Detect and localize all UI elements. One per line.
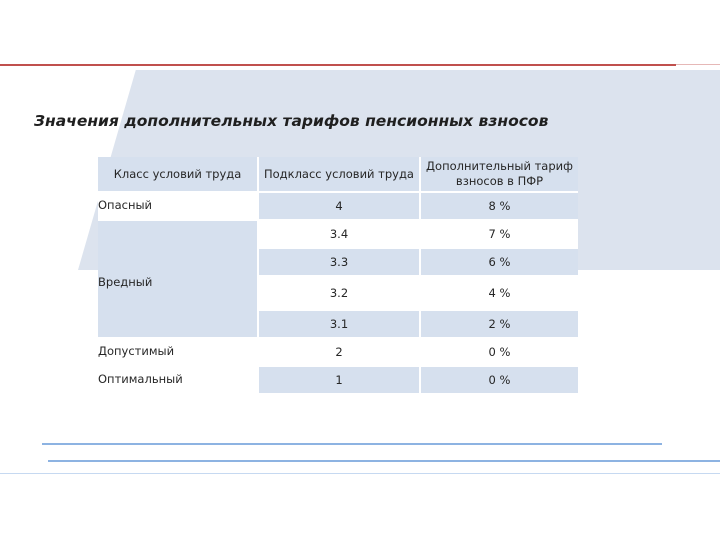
row-class: Вредный [98, 220, 258, 338]
row-subclass: 3.4 [258, 220, 420, 248]
row-rate: 6 % [420, 248, 578, 276]
row-rate: 8 % [420, 192, 578, 220]
bottom-divider-line [42, 443, 662, 445]
header-rate: Дополнительный тариф взносов в ПФР [420, 157, 578, 192]
row-class: Оптимальный [98, 366, 258, 394]
table-row [98, 338, 578, 366]
row-subclass: 3.1 [258, 310, 420, 338]
row-subclass: 4 [258, 192, 420, 220]
table-row [98, 220, 578, 248]
row-subclass: 3.2 [258, 276, 420, 310]
bottom-divider-line [0, 473, 720, 474]
top-divider-line-tail [676, 64, 720, 65]
row-subclass: 1 [258, 366, 420, 394]
tariff-table [98, 157, 578, 395]
top-divider-line [0, 64, 676, 66]
row-subclass: 2 [258, 338, 420, 366]
row-rate: 4 % [420, 276, 578, 310]
row-subclass: 3.3 [258, 248, 420, 276]
row-rate: 2 % [420, 310, 578, 338]
header-subclass: Подкласс условий труда [258, 157, 420, 192]
table-row [98, 366, 578, 394]
table-header-row [98, 157, 578, 192]
row-rate: 0 % [420, 338, 578, 366]
row-rate: 7 % [420, 220, 578, 248]
header-class: Класс условий труда [98, 157, 258, 192]
bottom-divider-line [48, 460, 720, 462]
row-class: Допустимый [98, 338, 258, 366]
row-rate: 0 % [420, 366, 578, 394]
table-row [98, 192, 578, 220]
row-class: Опасный [98, 192, 258, 220]
slide-title: Значения дополнительных тарифов пенсионных взносов [34, 112, 549, 130]
